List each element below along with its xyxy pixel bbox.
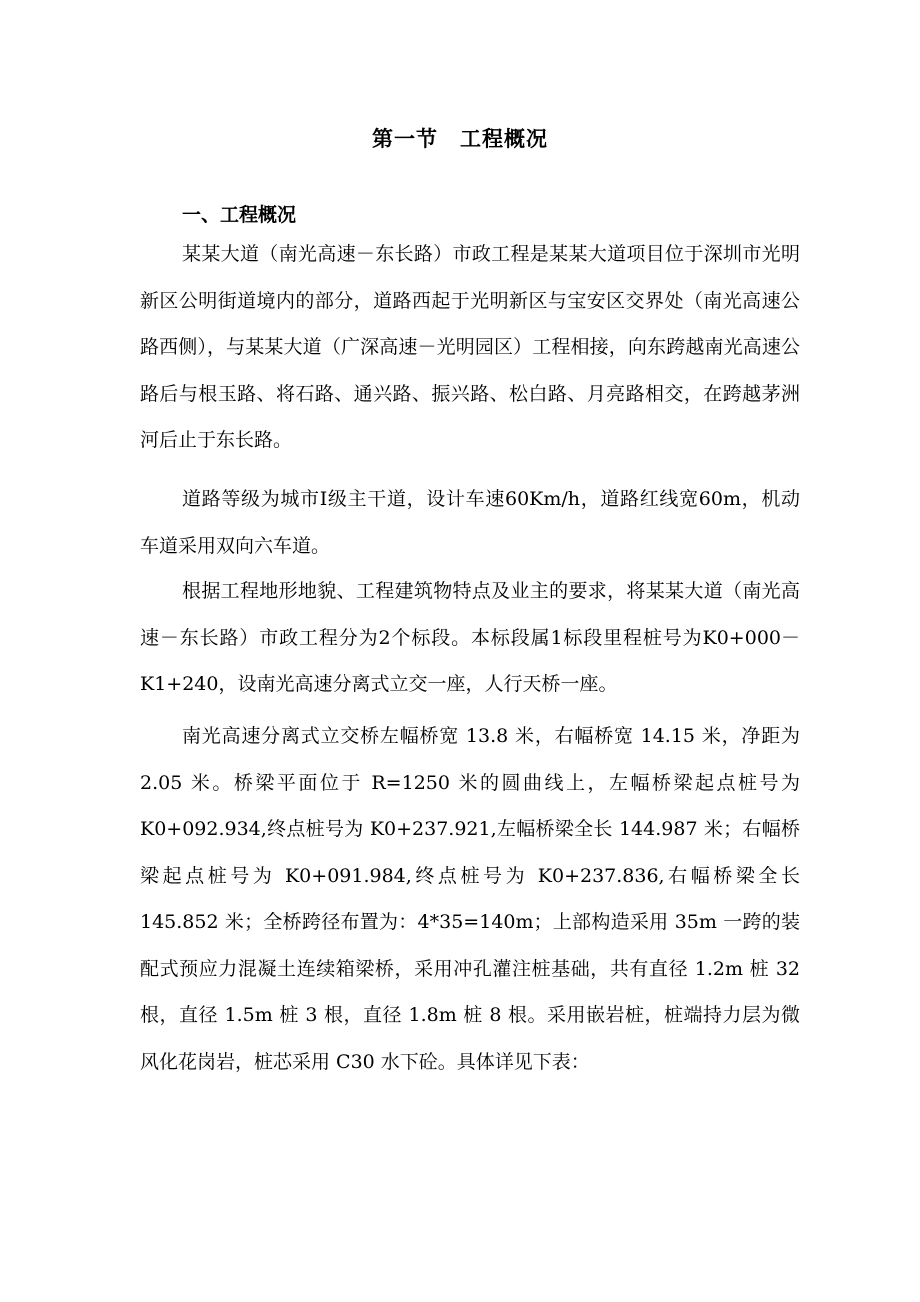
- paragraph-road-grade: 道路等级为城市Ⅰ级主干道，设计车速60Km/h，道路红线宽60m，机动车道采用双向六车道。: [140, 488, 800, 557]
- section-title-number: 第一节: [372, 126, 438, 151]
- paragraph-project-location: 某某大道（南光高速－东长路）市政工程是某某大道项目位于深圳市光明新区公明街道境内的部分，道路西起于光明新区与宝安区交界处（南光高速公路西侧），与某某大道（广深高速－光明园区）工程相接，向东跨越南光高速公路后与根玉路、将石路、通兴路、振兴路、松白路、月亮路相交，在跨越茅洲河后止于东长路。: [140, 243, 800, 451]
- section-title-text: 工程概况: [460, 126, 548, 151]
- subsection-heading: 一、工程概况: [182, 204, 297, 226]
- paragraph-bridge-details: 南光高速分离式立交桥左幅桥宽 13.8 米，右幅桥宽 14.15 米，净距为 2.05 米。桥梁平面位于 R=1250 米的圆曲线上，左幅桥梁起点桩号为 K0+092.934,终点桩号为 K0+237.921,左幅桥梁全长 144.987 米；右幅桥梁起点桩号为 K0+091.984,终点桩号为 K0+237.836,右幅桥梁全长 145.852 米；全桥跨径布置为：4*35=140m；上部构造采用 35m 一跨的装配式预应力混凝土连续箱梁桥，采用冲孔灌注桩基础，共有直径 1.2m 桩 32 根，直径 1.5m 桩 3 根，直径 1.8m 桩 8 根。采用嵌岩桩，桩端持力层为微风化花岗岩，桩芯采用 C30 水下砼。具体详见下表：: [140, 725, 800, 1073]
- paragraph-sections: 根据工程地形地貌、工程建筑物特点及业主的要求，将某某大道（南光高速－东长路）市政工程分为2个标段。本标段属1标段里程桩号为K0+000－K1+240，设南光高速分离式立交一座，人行天桥一座。: [140, 580, 800, 695]
- section-title: [0, 124, 920, 154]
